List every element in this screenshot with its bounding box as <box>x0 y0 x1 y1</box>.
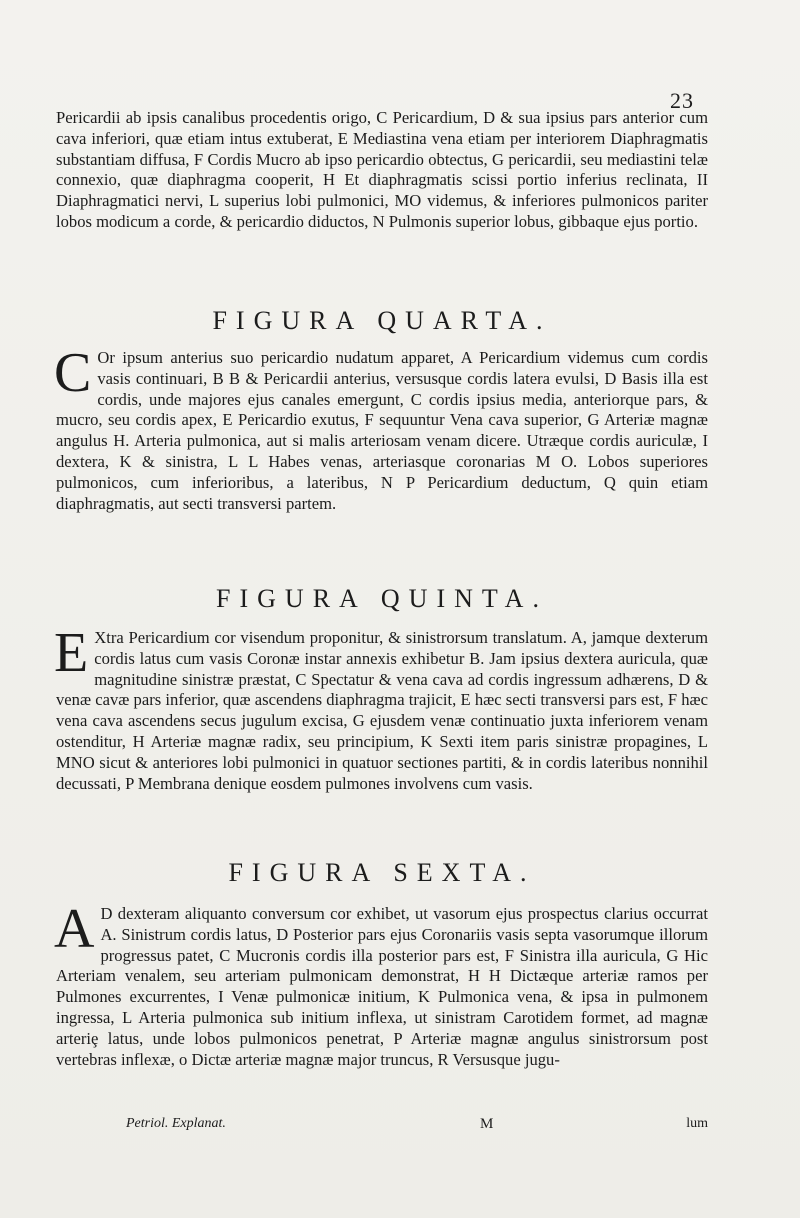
dropcap: E <box>54 622 89 684</box>
intro-paragraph <box>56 108 708 233</box>
section-quinta <box>54 622 708 794</box>
section-heading-sexta: FIGURA SEXTA. <box>228 858 536 887</box>
footer-signature-mark: M <box>480 1116 494 1132</box>
page-number: 23 <box>670 88 694 113</box>
section-sexta <box>54 898 708 1070</box>
intro-text: Pericardii ab ipsis canalibus procedentis origo, C Pericardium, D & sua ipsius pars anterior cum cava inferiori, quæ etiam intus extuberat, E Mediastina vena etiam per interiorem Diaphragmatis substantiam diffusa, F Cordis Mucro ab ipso pericardio obtectus, G pericardii, seu mediastini telæ connexio, quæ diaphragma cooperit, H Et diaphragmatis scissi portio inferius reclinata, II Diaphragmatici nervi, L superius lobi pulmonici, MO videmus, & inferiores pulmonicos pariter lobos modicum a corde, & pericardio diductos, N Pulmonis superior lobus, gibbaque ejus portio. <box>56 108 708 231</box>
section-text: D dexteram aliquanto conversum cor exhibet, ut vasorum ejus prospectus clarius occurrat A. Sinistrum cordis latus, D Posterior pars ejus Coronariis vasis septa vasorumque illorum progressus patet, C Mucronis cordis illa posterior pars est, F Sinistra illa auricula, G Hic Arteriam venalem, seu arteriam pulmonicam demonstrat, H H Dictæque arteriæ ramos per Pulmones excurrentes, I Venæ pulmonicæ initium, K Pulmonica vena, & ipsa in pulmonem ingressa, L Arteria pulmonica sub initium inflexa, ut sinistram Carotidem formet, ad magnæ arteriȩ latus, unde lobos pulmonicos penetrat, P Arteriæ magnæ angulus sinistrorsum post vertebras inflexæ, o Dictæ arteriæ magnæ major truncus, R Versusque jugu- <box>56 904 708 1069</box>
dropcap: A <box>54 898 95 960</box>
section-heading-quinta: FIGURA QUINTA. <box>216 584 548 613</box>
footer-running-title: Petriol. Explanat. <box>126 1116 226 1131</box>
section-heading-quarta: FIGURA QUARTA. <box>212 306 552 335</box>
footer-catchword: lum <box>686 1116 708 1131</box>
section-quarta <box>54 342 708 514</box>
section-text: Or ipsum anterius suo pericardio nudatum apparet, A Pericardium videmus cum cordis vasis continuari, B B & Pericardii anterius, versusque cordis latera evulsi, D Basis illa est cordis, unde majores ejus canales emergunt, C cordis ipsius media, anteriorque pars, & mucro, seu cordis apex, E Pericardio exutus, F sequuntur Vena cava superior, G Arteriæ magnæ angulus H. Arteria pulmonica, aut si malis arteriosam venam dicere. Utræque cordis auriculæ, I dextera, K & sinistra, L L Habes venas, arteriasque coronarias M O. Lobos superiores pulmonicos, cum inferioribus, a lateribus, N P Pericardium deductum, Q quin etiam diaphragmatis, aut secti transversi partem. <box>56 348 708 513</box>
page-footer <box>56 1116 708 1140</box>
dropcap: C <box>54 342 92 404</box>
section-text: Xtra Pericardium cor visendum proponitur, & sinistrorsum translatum. A, jamque dexterum cordis latus cum vasis Coronæ instar annexis exhibetur B. Jam ipsius dextera auricula, quæ magnitudine sinistræ præstat, C Spectatur & vena cava ad cordis ingressum adhærens, D & venæ cavæ pars inferior, quæ ascendens diaphragma trajicit, E hæc secti transversi pars est, F hæc vena cava ascendens secus jugulum excisa, G ejusdem venæ continuatio juxta inferiorem venam ostenditur, H Arteriæ magnæ radix, seu principium, K Sexti item paris sinistræ propagines, L MNO sicut & anteriores lobi pulmonici in quatuor sectiones partiti, & in cordis lateribus nonnihil decussati, P Membrana denique eosdem pulmones involvens cum vasis. <box>56 628 708 793</box>
